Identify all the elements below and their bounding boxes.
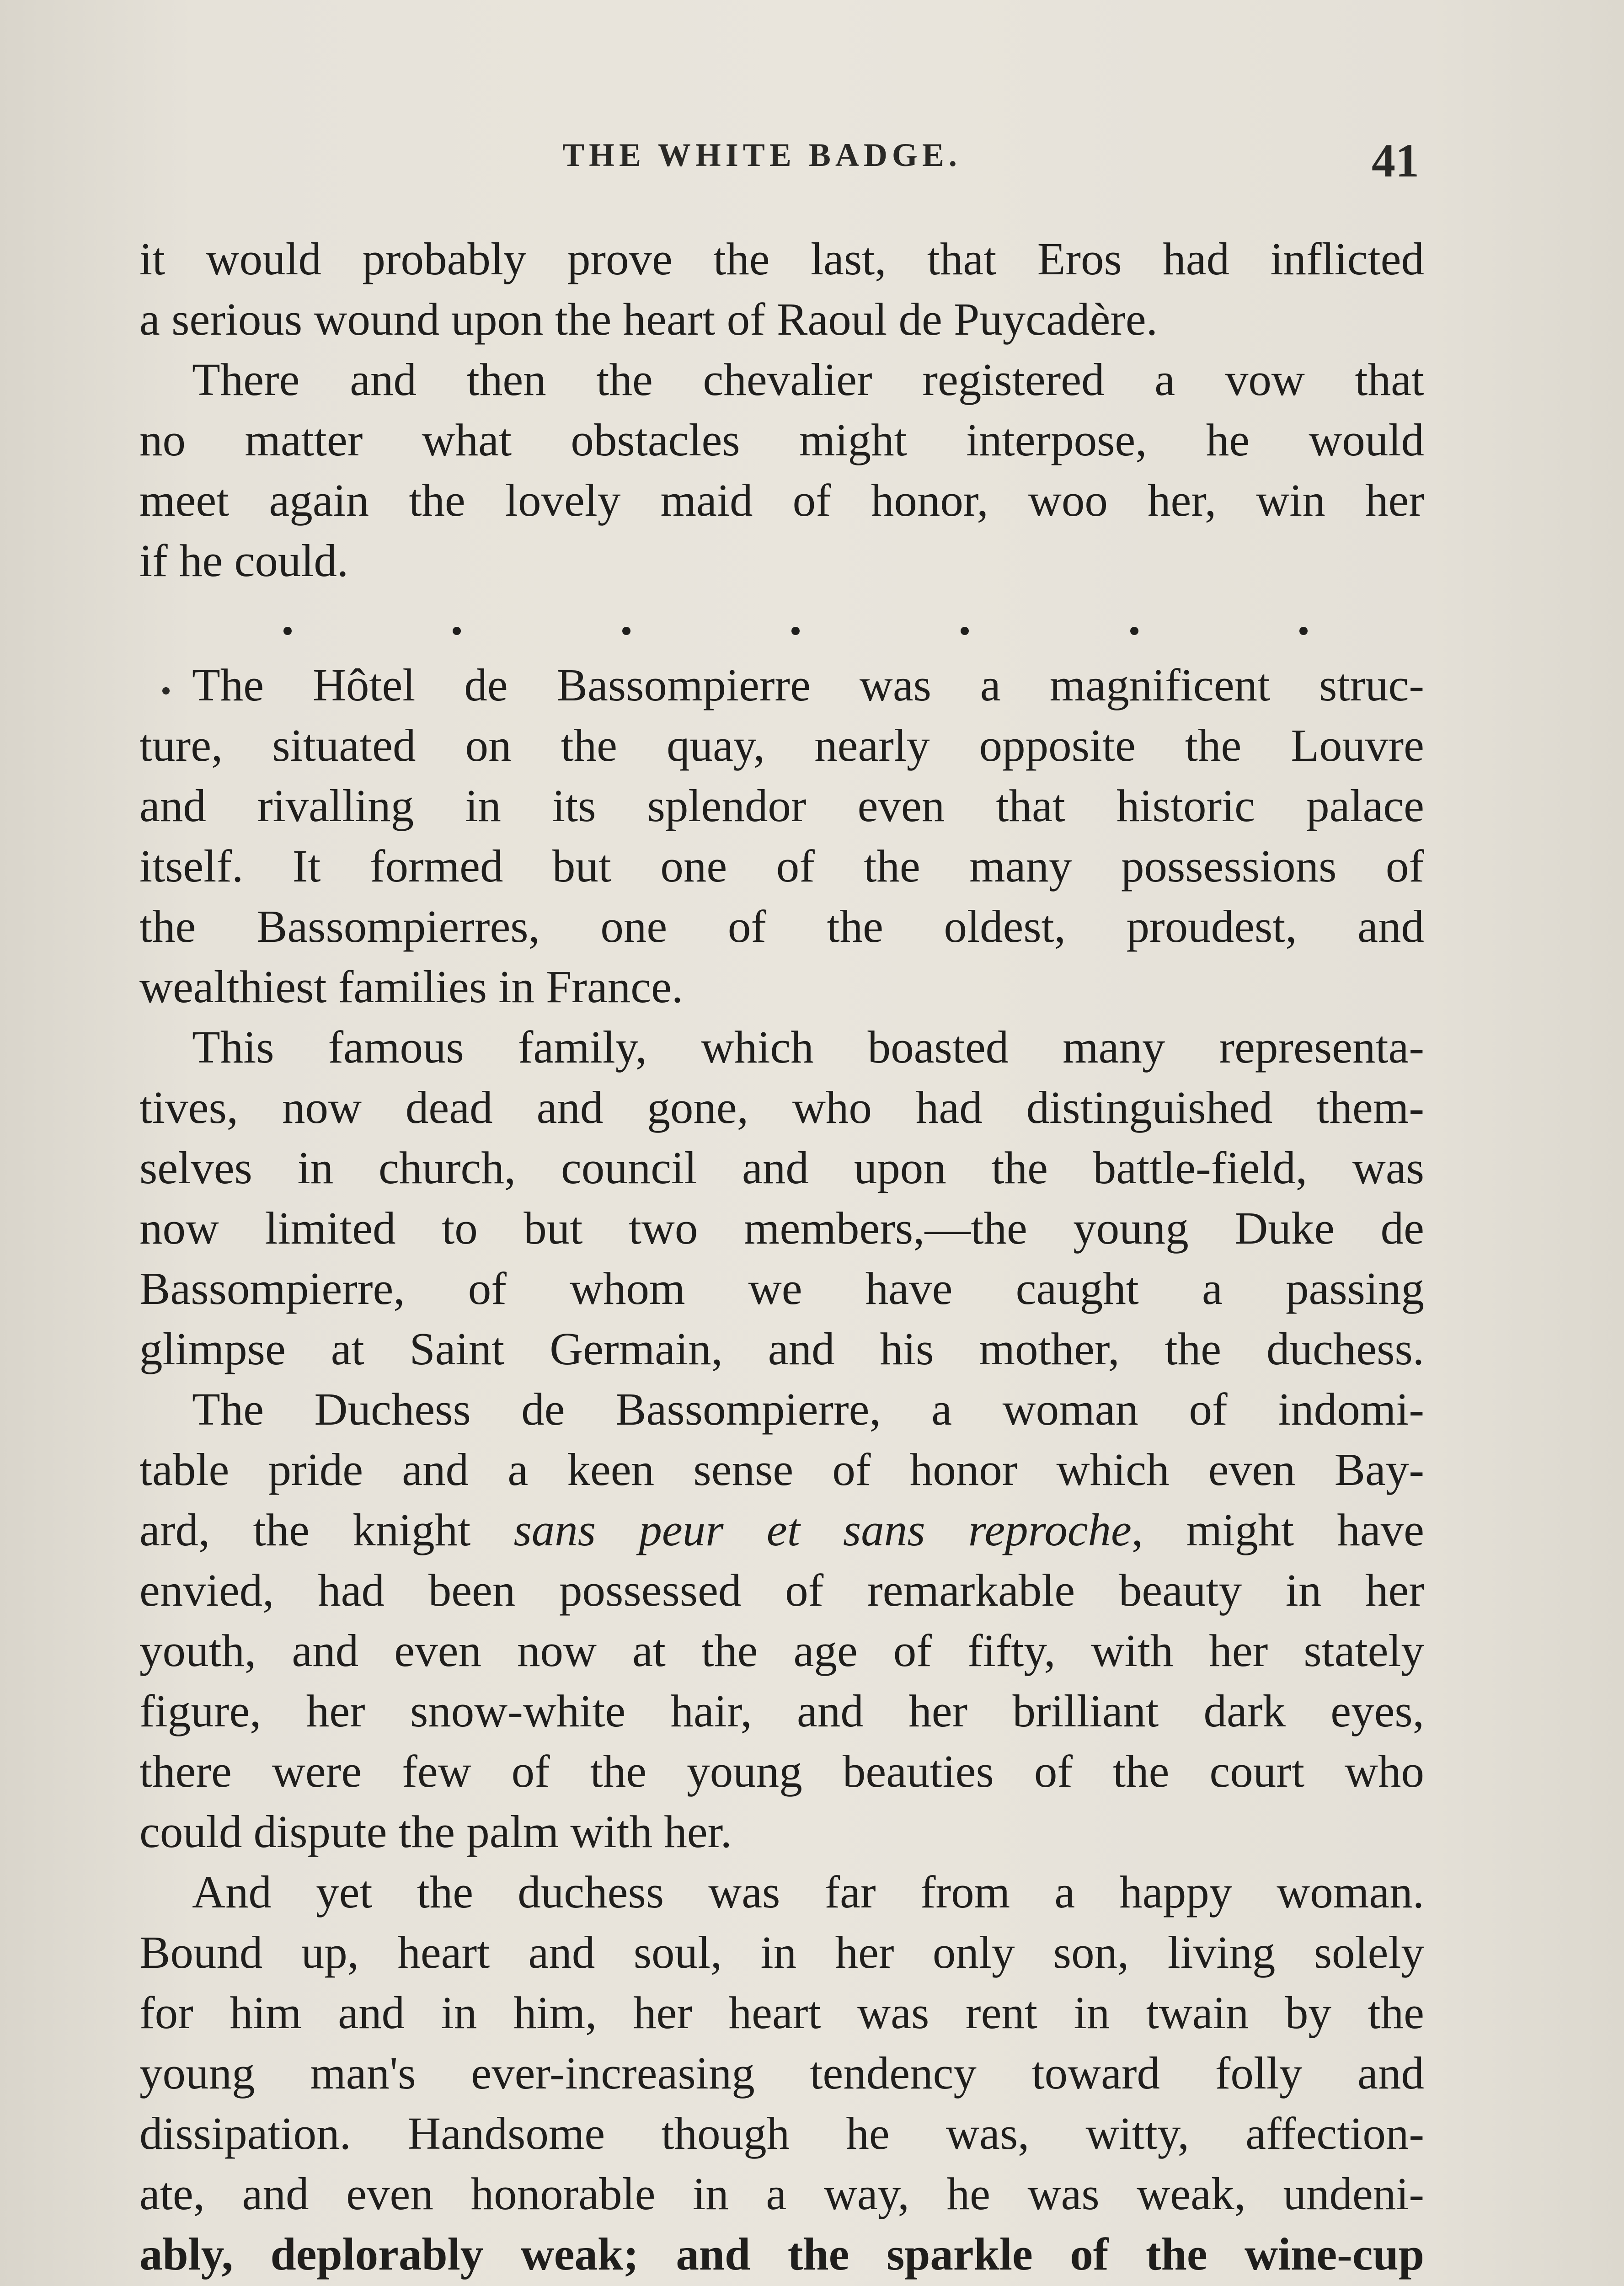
running-head: THE WHITE BADGE. — [562, 137, 962, 173]
text-line: table pride and a keen sense of honor which even Bay- — [139, 1444, 1424, 1495]
stray-mark — [162, 687, 170, 694]
text-line: a serious wound upon the heart of Raoul de Puycadère. — [139, 294, 1158, 345]
text-line: There and then the chevalier registered a vow that — [192, 354, 1424, 405]
text-line: the Bassompierres, one of the oldest, proudest, and — [139, 901, 1424, 952]
section-break-dot — [622, 627, 630, 635]
text-line: figure, her snow-white hair, and her brilliant dark eyes, — [139, 1685, 1424, 1736]
text-line: glimpse at Saint Germain, and his mother, the duchess. — [139, 1323, 1424, 1374]
text-line: no matter what obstacles might interpose, he would — [139, 414, 1424, 465]
section-break-dot — [791, 627, 800, 635]
text-line: there were few of the young beauties of the court who — [139, 1746, 1424, 1797]
text-line: ably, deplorably weak; and the sparkle of the wine-cup — [139, 2228, 1424, 2280]
text-line: ate, and even honorable in a way, he was weak, undeni- — [139, 2168, 1424, 2219]
text-line: now limited to but two members,—the young Duke de — [139, 1202, 1424, 1254]
text-line: Bassompierre, of whom we have caught a passing — [139, 1263, 1424, 1314]
text-line: tives, now dead and gone, who had distinguished them- — [139, 1082, 1424, 1133]
section-break-dot — [1130, 627, 1138, 635]
text-line: ture, situated on the quay, nearly opposite the Louvre — [139, 720, 1424, 771]
text-line: wealthiest families in France. — [139, 961, 684, 1012]
text-line: dissipation. Handsome though he was, witty, affection- — [139, 2108, 1424, 2159]
text-line: envied, had been possessed of remarkable beauty in her — [139, 1565, 1424, 1616]
section-break-dot — [453, 627, 461, 635]
page-number: 41 — [1372, 134, 1419, 187]
text-line: and rivalling in its splendor even that historic palace — [139, 780, 1424, 831]
text-line: selves in church, council and upon the battle-field, was — [139, 1142, 1424, 1193]
text-line: The Hôtel de Bassompierre was a magnificent struc- — [192, 659, 1424, 710]
text-line: And yet the duchess was far from a happy woman. — [192, 1866, 1424, 1917]
text-line: meet again the lovely maid of honor, woo her, win her — [139, 475, 1424, 526]
text-run: , might have — [1131, 1504, 1424, 1555]
text-line: could dispute the palm with her. — [139, 1806, 732, 1857]
section-break-dot — [1299, 627, 1308, 635]
text-line: young man's ever-increasing tendency toward folly and — [139, 2047, 1424, 2099]
section-break-dot — [283, 627, 292, 635]
text-line-mixed — [139, 1500, 1424, 1560]
text-line: Bound up, heart and soul, in her only son, living solely — [139, 1927, 1424, 1978]
italic-phrase: sans peur et sans reproche — [513, 1504, 1132, 1555]
section-break — [283, 610, 1308, 652]
section-break-dot — [961, 627, 969, 635]
text-line: The Duchess de Bassompierre, a woman of indomi- — [192, 1383, 1424, 1435]
text-line: it would probably prove the last, that Eros had inflicted — [139, 233, 1424, 284]
text-line: for him and in him, her heart was rent in twain by the — [139, 1987, 1424, 2038]
text-run: ard, the knight — [139, 1504, 514, 1555]
text-line: if he could. — [139, 535, 349, 586]
text-line: youth, and even now at the age of fifty, with her stately — [139, 1625, 1424, 1676]
text-line: This famous family, which boasted many representa- — [192, 1021, 1424, 1073]
text-line: itself. It formed but one of the many possessions of — [139, 840, 1424, 892]
